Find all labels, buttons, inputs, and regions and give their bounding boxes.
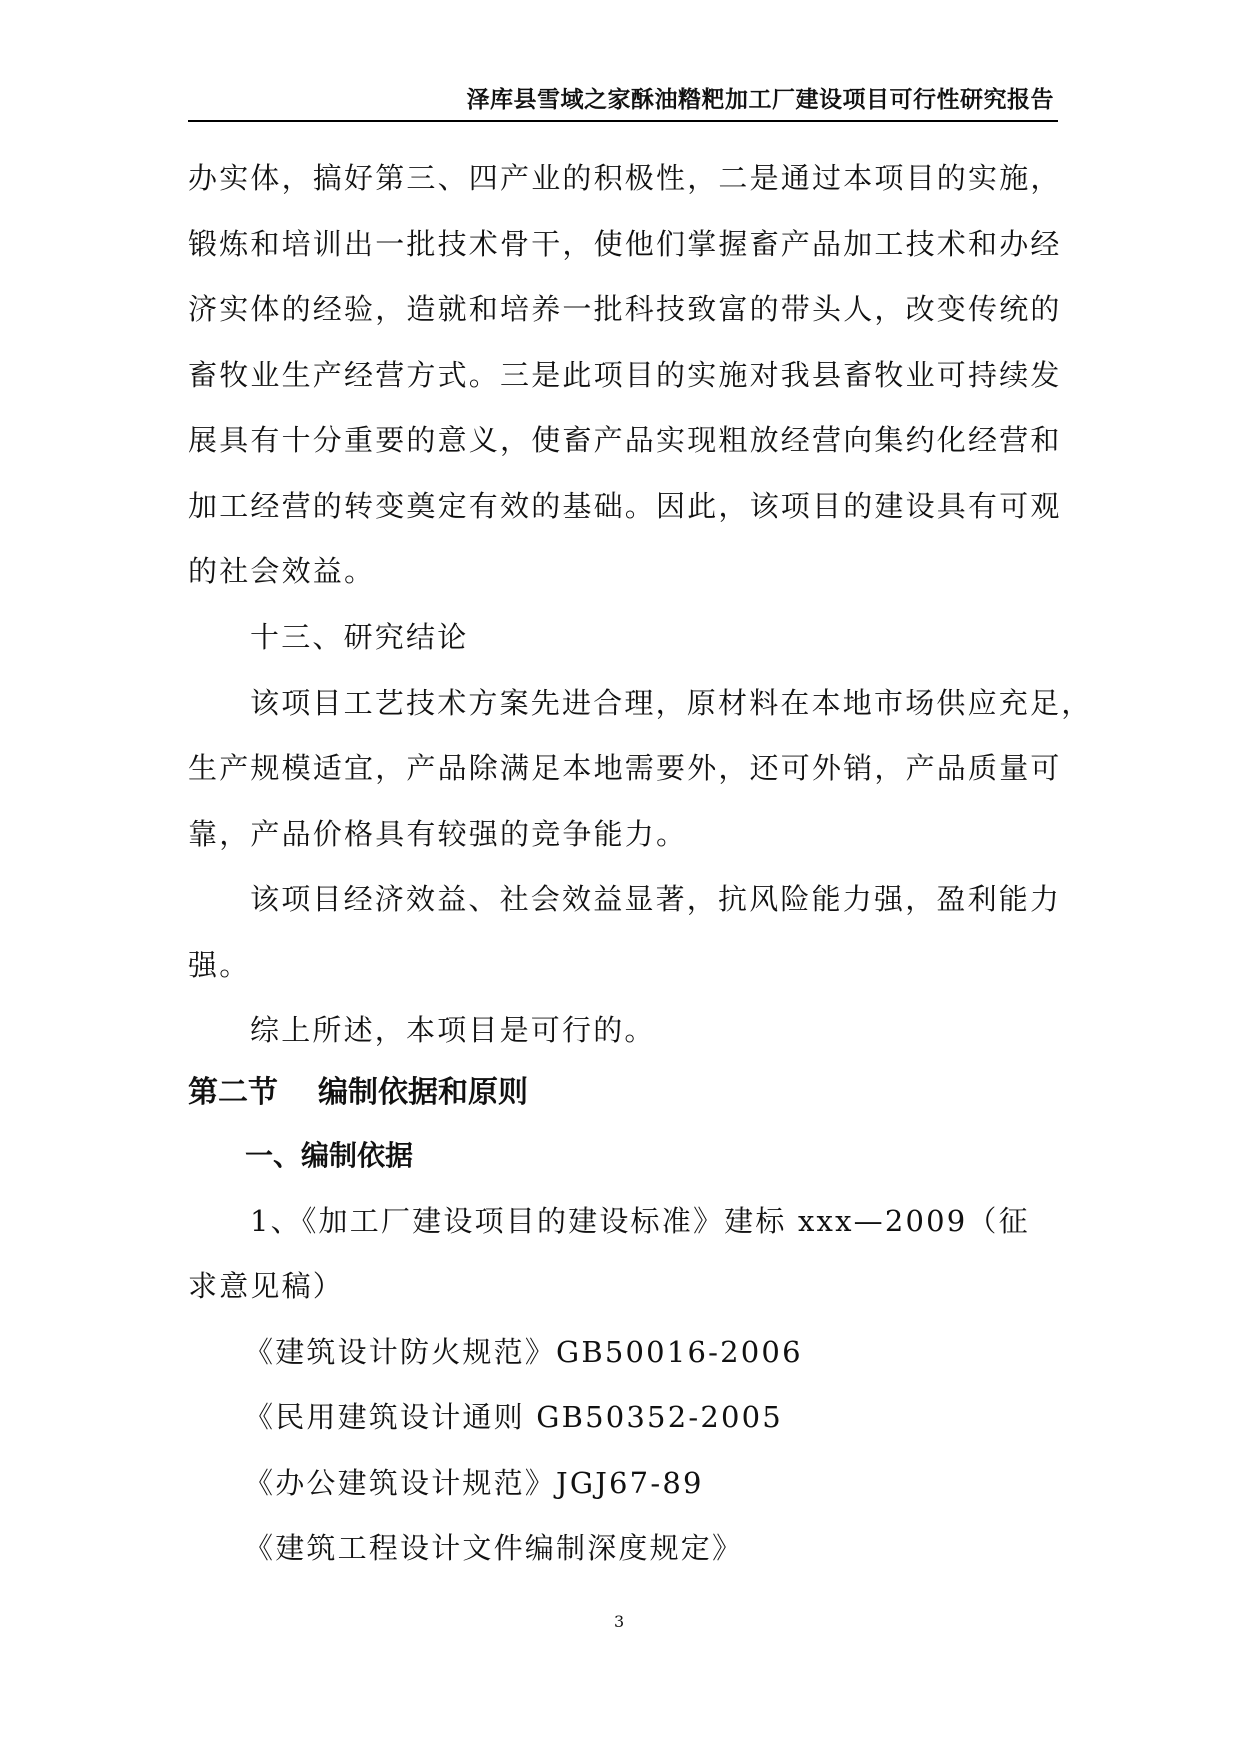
conclusion-heading: 十三、研究结论 bbox=[250, 620, 469, 654]
document-title: 泽库县雪域之家酥油糌粑加工厂建设项目可行性研究报告 bbox=[466, 87, 1054, 113]
basis-item: 1、《加工厂建设项目的建设标准》建标 xxx—2009（征 bbox=[250, 1204, 1030, 1238]
section-heading bbox=[188, 1072, 528, 1114]
text-line: 锻炼和培训出一批技术骨干，使他们掌握畜产品加工技术和办经 bbox=[188, 227, 1062, 261]
text-line: 该项目经济效益、社会效益显著，抗风险能力强，盈利能力 bbox=[250, 882, 1062, 916]
text-line: 办实体，搞好第三、四产业的积极性，二是通过本项目的实施， bbox=[188, 161, 1062, 195]
text-line: 畜牧业生产经营方式。三是此项目的实施对我县畜牧业可持续发 bbox=[188, 358, 1062, 392]
basis-item-continuation: 求意见稿） bbox=[188, 1269, 345, 1303]
reference-item: 《办公建筑设计规范》JGJ67-89 bbox=[244, 1466, 704, 1500]
page-header bbox=[188, 84, 1058, 122]
reference-item: 《建筑工程设计文件编制深度规定》 bbox=[244, 1531, 744, 1565]
text-line: 强。 bbox=[188, 948, 251, 982]
section-number: 第二节 bbox=[188, 1075, 278, 1110]
text-line: 加工经营的转变奠定有效的基础。因此，该项目的建设具有可观 bbox=[188, 489, 1062, 523]
reference-item: 《民用建筑设计通则 GB50352-2005 bbox=[244, 1400, 783, 1434]
page-number: 3 bbox=[614, 1612, 625, 1631]
reference-item: 《建筑设计防火规范》GB50016-2006 bbox=[244, 1335, 803, 1369]
subsection-heading: 一、编制依据 bbox=[245, 1139, 414, 1172]
text-line: 展具有十分重要的意义，使畜产品实现粗放经营向集约化经营和 bbox=[188, 423, 1062, 457]
text-line: 生产规模适宜，产品除满足本地需要外，还可外销，产品质量可 bbox=[188, 751, 1062, 785]
text-line: 靠，产品价格具有较强的竞争能力。 bbox=[188, 817, 688, 851]
section-title: 编制依据和原则 bbox=[318, 1075, 528, 1110]
text-line: 综上所述，本项目是可行的。 bbox=[250, 1013, 656, 1047]
text-line: 该项目工艺技术方案先进合理，原材料在本地市场供应充足， bbox=[250, 686, 1093, 720]
text-line: 的社会效益。 bbox=[188, 554, 376, 588]
text-line: 济实体的经验，造就和培养一批科技致富的带头人，改变传统的 bbox=[188, 292, 1062, 326]
